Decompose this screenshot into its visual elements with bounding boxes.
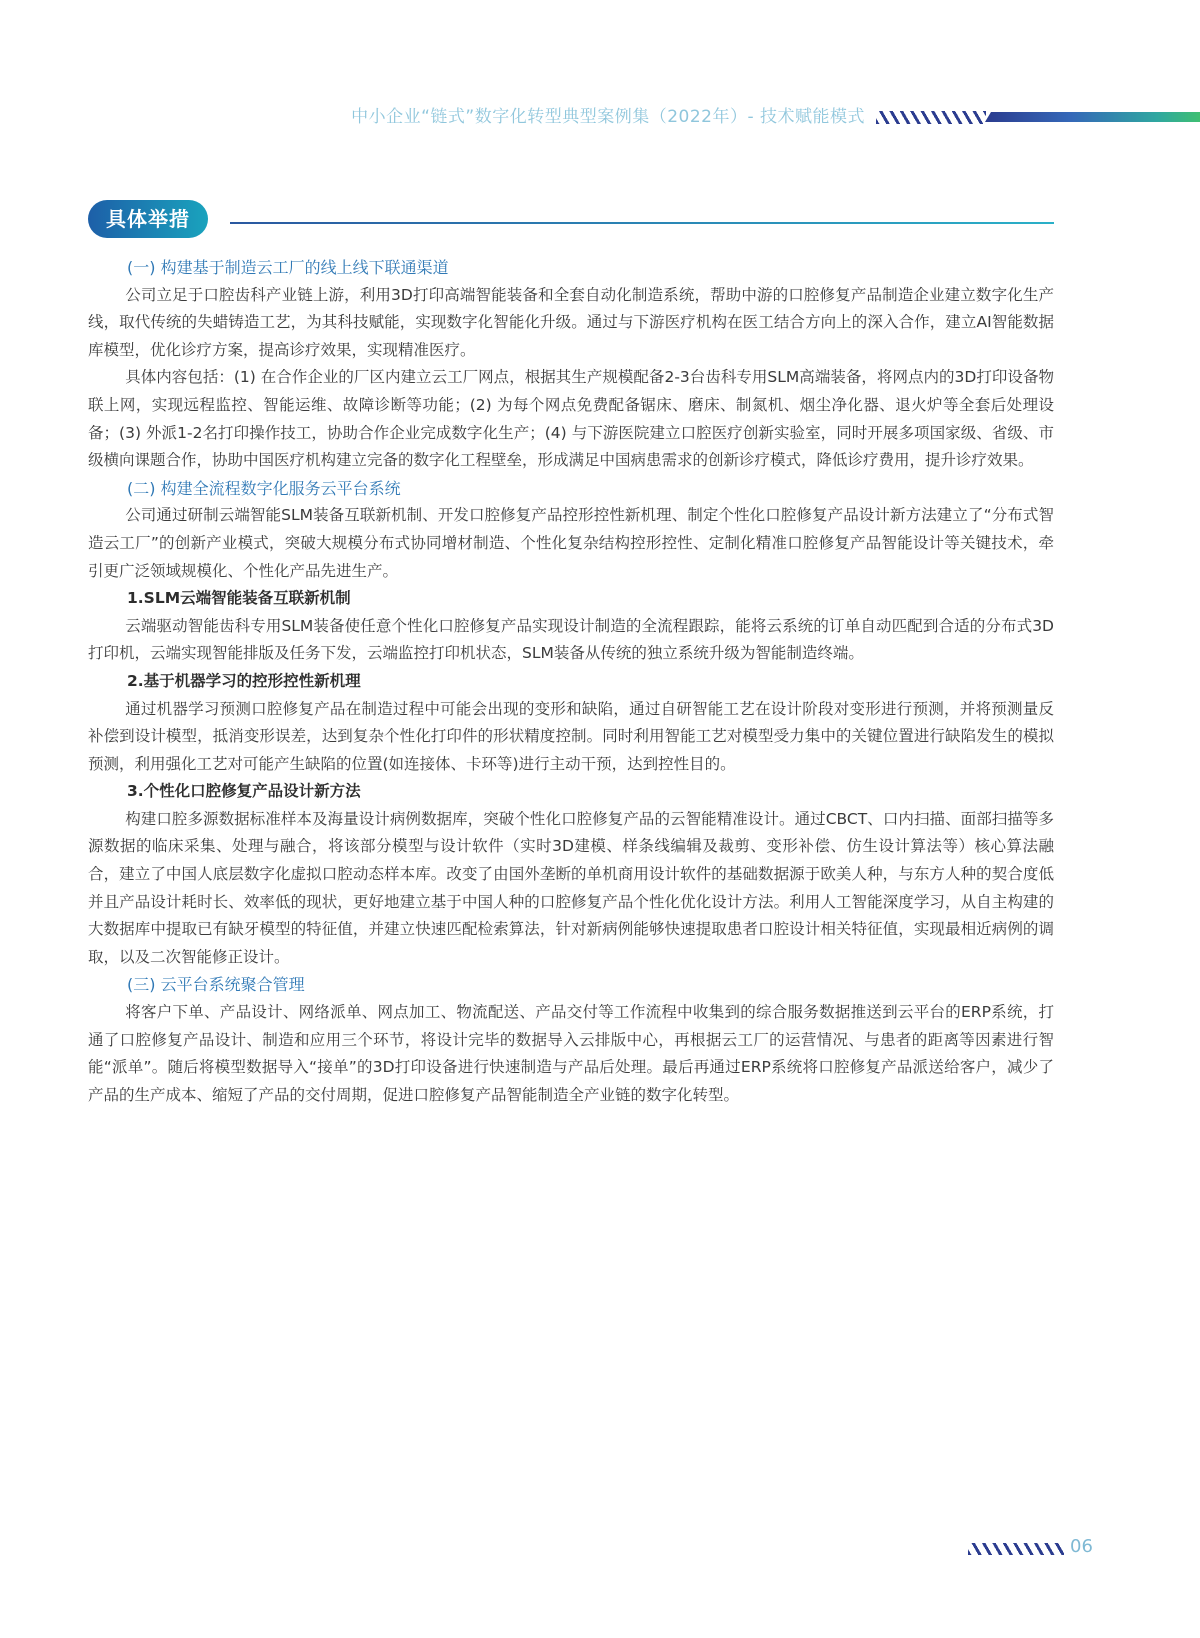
paragraph-7: 将客户下单、产品设计、网络派单、网点加工、物流配送、产品交付等工作流程中收集到的综合服务数据推送到云平台的ERP系统，打通了口腔修复产品设计、制造和应用三个环节，将设计完毕的数据导入云排版中心，再根据云工厂的运营情况、与患者的距离等因素进行智能“派单”。随后将模型数据导入“接单”的3D打印设备进行快速制造与产品后处理。最后再通过ERP系统将口腔修复产品派送给客户，减少了产品的生产成本、缩短了产品的交付周期，促进口腔修复产品智能制造全产业链的数字化转型。	[88, 1003, 1054, 1104]
paragraph-3: 公司通过研制云端智能SLM装备互联新机制、开发口腔修复产品控形控性新机理、制定个性化口腔修复产品设计新方法建立了“分布式智造云工厂”的创新产业模式，突破大规模分布式协同增材制造、个性化复杂结构控形控性、定制化精准口腔修复产品智能设计等关键技术，牵引更广泛领域规模化、个性化产品先进生产。	[88, 506, 1054, 580]
header-gradient-bar	[985, 112, 1200, 122]
paragraph-1: 公司立足于口腔齿科产业链上游，利用3D打印高端智能装备和全套自动化制造系统，帮助中游的口腔修复产品制造企业建立数字化生产线，取代传统的失蜡铸造工艺，为其科技赋能，实现数字化智能化升级。通过与下游医疗机构在医工结合方向上的深入合作，建立AI智能数据库模型，优化诊疗方案，提高诊疗效果，实现精准医疗。	[88, 285, 1054, 359]
header-stripes-decoration	[876, 111, 986, 124]
header-title: 中小企业“链式”数字化转型典型案例集（2022年）- 技术赋能模式	[351, 107, 865, 127]
page-header	[0, 100, 1200, 138]
paragraph-2: 具体内容包括：(1) 在合作企业的厂区内建立云工厂网点，根据其生产规模配备2-3台齿科专用SLM高端装备，将网点内的3D打印设备物联上网，实现远程监控、智能运维、故障诊断等功能；(2) 为每个网点免费配备锯床、磨床、制氮机、烟尘净化器、退火炉等全套后处理设备；(3) 外派1-2名打印操作技工，协助合作企业完成数字化生产；(4) 与下游医院建立口腔医疗创新实验室，同时开展多项国家级、省级、市级横向课题合作，协助中国医疗机构建立完备的数字化工程壁垒，形成满足中国病患需求的创新诊疗模式，降低诊疗费用，提升诊疗效果。	[88, 368, 1054, 470]
page-number: 06	[1070, 1536, 1093, 1557]
bold-heading-3: 3.个性化口腔修复产品设计新方法	[127, 782, 361, 801]
bold-heading-2: 2.基于机器学习的控形控性新机理	[127, 671, 361, 690]
page-footer	[0, 1534, 1200, 1564]
subheading-3: (三) 云平台系统聚合管理	[127, 975, 305, 995]
subheading-2: (二) 构建全流程数字化服务云平台系统	[127, 478, 401, 498]
paragraph-6: 构建口腔多源数据标准样本及海量设计病例数据库，突破个性化口腔修复产品的云智能精准设计。通过CBCT、口内扫描、面部扫描等多源数据的临床采集、处理与融合，将该部分模型与设计软件（实时3D建模、样条线编辑及裁剪、变形补偿、仿生设计算法等）核心算法融合，建立了中国人底层数字化虚拟口腔动态样本库。改变了由国外垄断的单机商用设计软件的基础数据源于欧美人种，与东方人种的契合度低并且产品设计耗时长、效率低的现状，更好地建立基于中国人种的口腔修复产品个性化优化设计方法。利用人工智能深度学习，从自主构建的大数据库中提取已有缺牙模型的特征值，并建立快速匹配检索算法，针对新病例能够快速提取患者口腔设计相关特征值，实现最相近病例的调取，以及二次智能修正设计。	[88, 809, 1054, 966]
section-title: 具体举措	[88, 200, 208, 238]
bold-heading-1: 1.SLM云端智能装备互联新机制	[127, 589, 351, 608]
paragraph-5: 通过机器学习预测口腔修复产品在制造过程中可能会出现的变形和缺陷，通过自研智能工艺在设计阶段对变形进行预测，并将预测量反补偿到设计模型，抵消变形误差，达到复杂个性化打印件的形状精度控制。同时利用智能工艺对模型受力集中的关键位置进行缺陷发生的模拟预测，利用强化工艺对可能产生缺陷的位置(如连接体、卡环等)进行主动干预，达到控性目的。	[88, 699, 1054, 773]
section-divider	[230, 222, 1054, 224]
body-content	[88, 254, 1054, 1109]
paragraph-4: 云端驱动智能齿科专用SLM装备使任意个性化口腔修复产品实现设计制造的全流程跟踪，能将云系统的订单自动匹配到合适的分布式3D打印机，云端实现智能排版及任务下发，云端监控打印机状态，SLM装备从传统的独立系统升级为智能制造终端。	[88, 616, 1054, 663]
subheading-1: (一) 构建基于制造云工厂的线上线下联通渠道	[127, 258, 449, 277]
footer-stripes-decoration	[968, 1543, 1064, 1555]
section-heading	[88, 200, 1054, 240]
